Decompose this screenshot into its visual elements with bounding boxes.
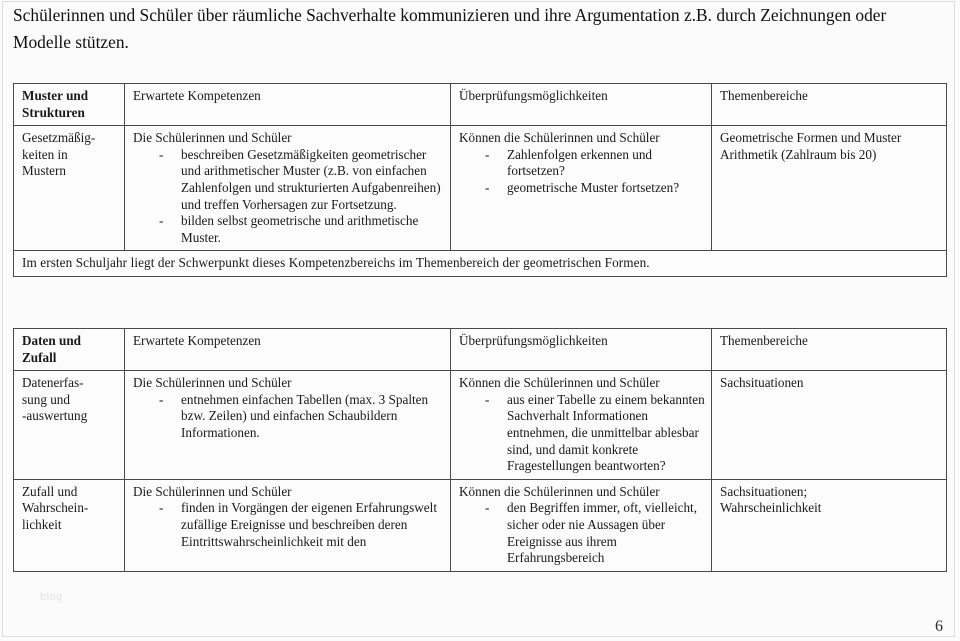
header-cell-topics: Themenbereiche <box>712 84 947 126</box>
header-area-line-1: Daten und <box>22 333 81 348</box>
checks-lead: Können die Schülerinnen und Schüler <box>459 130 660 146</box>
header-cell-checks: Überprüfungsmöglichkeiten <box>451 329 712 371</box>
intro-line-2: Modelle stützen. <box>13 32 129 52</box>
note-text: Im ersten Schuljahr liegt der Schwerpunkt dieses Kompetenzbereichs im Themenbereich der geometrischen Formen. <box>14 251 947 277</box>
list-item: - Zahlenfolgen erkennen und fortsetzen? <box>459 147 706 180</box>
intro-paragraph <box>13 2 943 56</box>
cell-competencies <box>125 479 451 571</box>
intro-line-1: Schülerinnen und Schüler über räumliche Sachverhalte kommunizieren und ihre Argumentation z.B. durch Zeichnungen oder <box>13 5 887 25</box>
table-row <box>14 371 947 480</box>
list-item: - bilden selbst geometrische und arithmetische Muster. <box>133 213 445 246</box>
header-cell-topics: Themenbereiche <box>712 329 947 371</box>
topics-line-1: Sachsituationen; <box>720 483 808 499</box>
checks-list <box>459 392 706 475</box>
area-line-2: keiten in <box>22 146 68 162</box>
area-line-2: sung und <box>22 391 70 407</box>
competencies-list <box>133 147 445 247</box>
header-area-line-1: Muster und <box>22 88 89 103</box>
list-item: - geometrische Muster fortsetzen? <box>459 180 706 197</box>
cell-topics <box>712 479 947 571</box>
cell-checks <box>451 479 712 571</box>
topics-line-2: Arithmetik (Zahlraum bis 20) <box>720 146 877 162</box>
cell-area-name <box>14 371 125 480</box>
header-cell-area <box>14 84 125 126</box>
table-muster-und-strukturen <box>13 83 947 277</box>
header-cell-competencies: Erwartete Kompetenzen <box>125 329 451 371</box>
header-cell-competencies: Erwartete Kompetenzen <box>125 84 451 126</box>
list-item: - beschreiben Gesetzmäßigkeiten geometrischer und arithmetischer Muster (z.B. von einfachen Zahlenfolgen und strukturierten Aufgabenreihen) und treffen Vorhersagen zur Fortsetzung. <box>133 147 445 213</box>
area-line-1: Zufall und <box>22 483 78 499</box>
list-item: - aus einer Tabelle zu einem bekannten Sachverhalt Informationen entnehmen, die unmittelbar ablesbar sind, und damit konkrete Fragestellungen beantworten? <box>459 392 706 475</box>
list-item: - entnehmen einfachen Tabellen (max. 3 Spalten bzw. Zeilen) und einfachen Schaubildern Informationen. <box>133 392 445 442</box>
cell-area-name <box>14 479 125 571</box>
cell-topics <box>712 371 947 480</box>
cell-topics <box>712 126 947 251</box>
checks-lead: Können die Schülerinnen und Schüler <box>459 483 660 499</box>
table-header-row <box>14 329 947 371</box>
list-item: - den Begriffen immer, oft, vielleicht, sicher oder nie Aussagen über Ereignisse aus ihrem Erfahrungsbereich <box>459 500 706 566</box>
table-header-row <box>14 84 947 126</box>
table-row <box>14 479 947 571</box>
checks-list <box>459 147 706 197</box>
header-area-line-2: Zufall <box>22 349 57 365</box>
table-row <box>14 126 947 251</box>
topics-line-1: Sachsituationen <box>720 375 804 391</box>
cell-competencies <box>125 371 451 480</box>
checks-lead: Können die Schülerinnen und Schüler <box>459 375 660 391</box>
cell-competencies <box>125 126 451 251</box>
page-number: 6 <box>935 618 943 635</box>
header-cell-area <box>14 329 125 371</box>
topics-line-2: Wahrscheinlichkeit <box>720 500 822 516</box>
topics-line-1: Geometrische Formen und Muster <box>720 130 902 146</box>
cell-area-name <box>14 126 125 251</box>
area-line-3: Mustern <box>22 163 66 179</box>
header-cell-checks: Überprüfungsmöglichkeiten <box>451 84 712 126</box>
competencies-list <box>133 500 445 550</box>
header-area-line-2: Strukturen <box>22 104 85 120</box>
area-line-3: -auswertung <box>22 408 88 424</box>
cell-checks <box>451 126 712 251</box>
area-line-3: lichkeit <box>22 516 62 532</box>
competencies-lead: Die Schülerinnen und Schüler <box>133 130 292 146</box>
competencies-lead: Die Schülerinnen und Schüler <box>133 483 292 499</box>
table-note-row <box>14 251 947 277</box>
list-item: - finden in Vorgängen der eigenen Erfahrungswelt zufällige Ereignisse und beschreiben deren Eintrittswahrscheinlichkeit mit den <box>133 500 445 550</box>
watermark-text: blog <box>40 591 63 603</box>
area-line-2: Wahrschein- <box>22 500 89 516</box>
cell-checks <box>451 371 712 480</box>
area-line-1: Gesetzmäßig- <box>22 130 96 146</box>
area-line-1: Datenerfas- <box>22 375 84 391</box>
table-daten-und-zufall <box>13 328 947 572</box>
competencies-lead: Die Schülerinnen und Schüler <box>133 375 292 391</box>
checks-list <box>459 500 706 566</box>
competencies-list <box>133 392 445 442</box>
